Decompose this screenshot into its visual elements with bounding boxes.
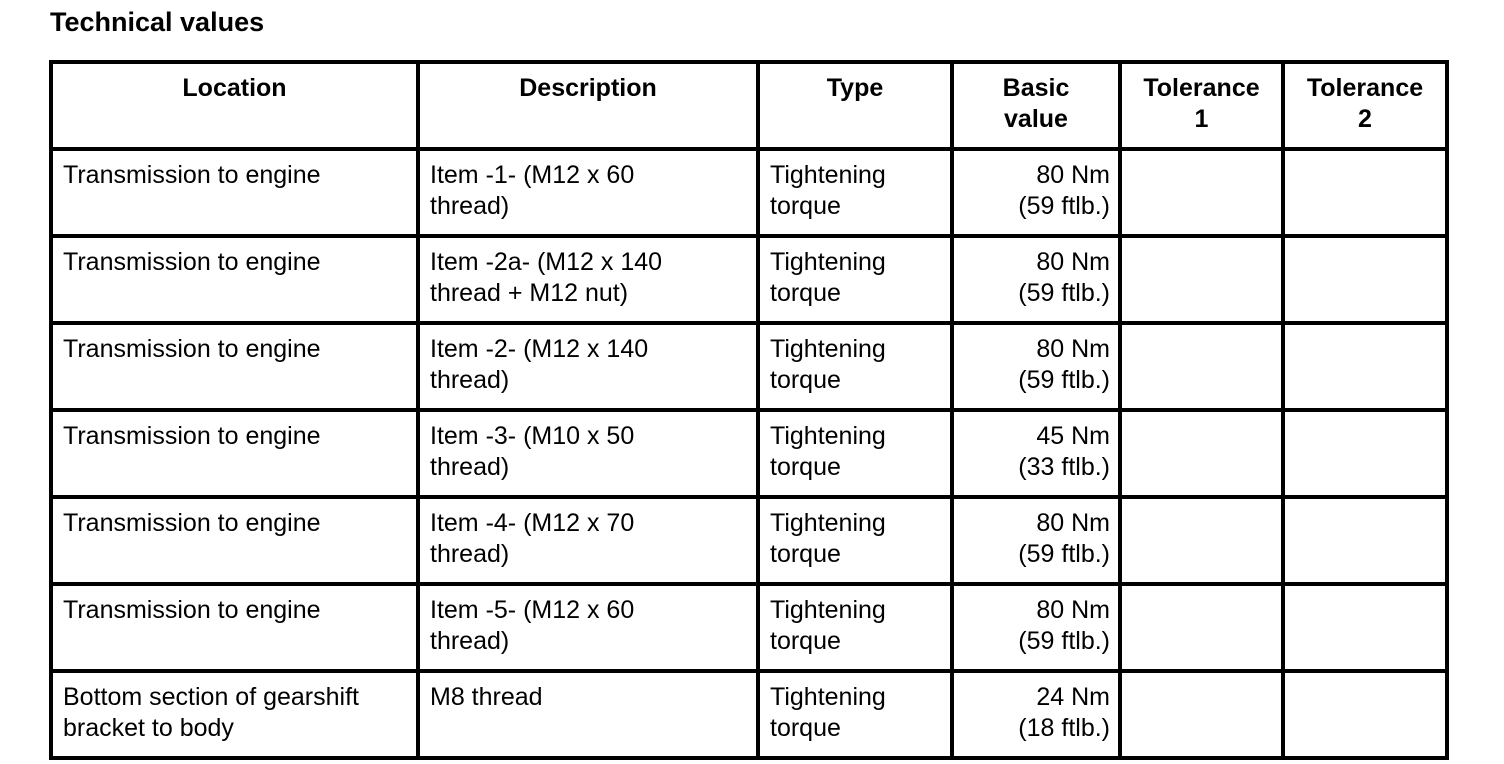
- cell-basic-value: [952, 236, 1120, 323]
- cell-type-line: torque: [770, 714, 841, 742]
- table-row: [51, 671, 1447, 758]
- technical-values-table: [49, 60, 1449, 760]
- cell-type: [758, 497, 952, 584]
- cell-tolerance-1: [1120, 671, 1283, 758]
- cell-tolerance-1: [1120, 236, 1283, 323]
- cell-description-line: Item -3- (M10 x 50: [430, 422, 635, 450]
- cell-description-line: Item -2a- (M12 x 140: [430, 248, 663, 276]
- cell-tolerance-2: [1283, 497, 1447, 584]
- cell-location: [51, 497, 418, 584]
- cell-location: [51, 149, 418, 236]
- table-row: [51, 497, 1447, 584]
- cell-basic-value-line: 45 Nm: [1036, 422, 1110, 450]
- cell-type: [758, 671, 952, 758]
- cell-type-line: torque: [770, 540, 841, 568]
- cell-tolerance-2: [1283, 584, 1447, 671]
- cell-location-line: Transmission to engine: [63, 509, 321, 537]
- header-basic-value: [952, 62, 1120, 149]
- header-tolerance-1-line: Tolerance: [1143, 74, 1260, 102]
- table-header-row: [51, 62, 1447, 149]
- cell-description: [418, 671, 758, 758]
- cell-tolerance-1: [1120, 149, 1283, 236]
- cell-basic-value-line: (18 ftlb.): [1018, 714, 1110, 742]
- cell-type-line: torque: [770, 279, 841, 307]
- cell-description: [418, 497, 758, 584]
- cell-type-line: torque: [770, 366, 841, 394]
- header-description: [418, 62, 758, 149]
- cell-description-line: Item -4- (M12 x 70: [430, 509, 635, 537]
- cell-type-line: Tightening: [770, 335, 886, 363]
- cell-description-line: thread): [430, 192, 510, 220]
- cell-location-line: Transmission to engine: [63, 335, 321, 363]
- header-tolerance-1: [1120, 62, 1283, 149]
- cell-tolerance-1: [1120, 497, 1283, 584]
- cell-description: [418, 584, 758, 671]
- table-row: [51, 410, 1447, 497]
- table-row: [51, 236, 1447, 323]
- cell-location-line: Transmission to engine: [63, 248, 321, 276]
- cell-description-line: thread): [430, 627, 510, 655]
- table-row: [51, 584, 1447, 671]
- page-title: Technical values: [50, 7, 265, 37]
- cell-basic-value: [952, 497, 1120, 584]
- cell-basic-value: [952, 323, 1120, 410]
- cell-description-line: Item -1- (M12 x 60: [430, 161, 635, 189]
- cell-description: [418, 410, 758, 497]
- cell-type: [758, 410, 952, 497]
- cell-basic-value-line: 80 Nm: [1036, 335, 1110, 363]
- header-tolerance-2-line: Tolerance: [1306, 74, 1424, 102]
- header-description-label: Description: [519, 74, 657, 102]
- cell-type-line: torque: [770, 192, 841, 220]
- header-tolerance-2-line: 2: [1358, 105, 1372, 133]
- cell-description-line: Item -2- (M12 x 140: [430, 335, 649, 363]
- cell-description-line: M8 thread: [430, 683, 543, 711]
- header-basic-value-line: value: [1004, 105, 1068, 133]
- cell-type-line: torque: [770, 453, 841, 481]
- cell-type-line: torque: [770, 627, 841, 655]
- cell-basic-value: [952, 584, 1120, 671]
- cell-tolerance-2: [1283, 323, 1447, 410]
- cell-description-line: thread): [430, 540, 510, 568]
- cell-basic-value-line: (59 ftlb.): [1018, 540, 1110, 568]
- cell-location: [51, 584, 418, 671]
- cell-basic-value-line: 24 Nm: [1036, 683, 1110, 711]
- cell-tolerance-2: [1283, 149, 1447, 236]
- cell-type-line: Tightening: [770, 161, 886, 189]
- cell-basic-value: [952, 410, 1120, 497]
- header-tolerance-1-line: 1: [1194, 105, 1209, 133]
- cell-location: [51, 671, 418, 758]
- table-row: [51, 323, 1447, 410]
- cell-basic-value-line: (33 ftlb.): [1018, 453, 1110, 481]
- cell-type-line: Tightening: [770, 422, 886, 450]
- header-location: [51, 62, 418, 149]
- cell-type-line: Tightening: [770, 683, 886, 711]
- cell-basic-value-line: (59 ftlb.): [1018, 192, 1110, 220]
- cell-type: [758, 584, 952, 671]
- cell-location: [51, 323, 418, 410]
- header-type: [758, 62, 952, 149]
- cell-type-line: Tightening: [770, 596, 886, 624]
- header-basic-value-line: Basic: [1002, 74, 1070, 102]
- table-row: [51, 149, 1447, 236]
- cell-basic-value-line: 80 Nm: [1036, 509, 1110, 537]
- cell-tolerance-1: [1120, 410, 1283, 497]
- cell-basic-value-line: (59 ftlb.): [1018, 627, 1110, 655]
- cell-description-line: thread): [430, 453, 510, 481]
- cell-type: [758, 323, 952, 410]
- cell-type-line: Tightening: [770, 509, 886, 537]
- cell-description: [418, 236, 758, 323]
- cell-location-line: bracket to body: [63, 714, 234, 742]
- cell-basic-value: [952, 149, 1120, 236]
- cell-description-line: thread + M12 nut): [430, 279, 629, 307]
- cell-location-line: Transmission to engine: [63, 422, 321, 450]
- cell-location: [51, 236, 418, 323]
- cell-basic-value-line: (59 ftlb.): [1018, 279, 1110, 307]
- cell-type: [758, 149, 952, 236]
- cell-description-line: Item -5- (M12 x 60: [430, 596, 635, 624]
- cell-location-line: Transmission to engine: [63, 161, 321, 189]
- cell-basic-value-line: 80 Nm: [1036, 248, 1110, 276]
- cell-basic-value: [952, 671, 1120, 758]
- cell-description: [418, 323, 758, 410]
- cell-tolerance-1: [1120, 584, 1283, 671]
- cell-location: [51, 410, 418, 497]
- header-type-label: Type: [826, 74, 884, 102]
- cell-tolerance-1: [1120, 323, 1283, 410]
- cell-basic-value-line: (59 ftlb.): [1018, 366, 1110, 394]
- cell-tolerance-2: [1283, 236, 1447, 323]
- cell-type-line: Tightening: [770, 248, 886, 276]
- cell-tolerance-2: [1283, 410, 1447, 497]
- header-tolerance-2: [1283, 62, 1447, 149]
- cell-basic-value-line: 80 Nm: [1036, 596, 1110, 624]
- header-location-label: Location: [182, 74, 287, 102]
- cell-tolerance-2: [1283, 671, 1447, 758]
- table-body: [51, 149, 1447, 758]
- cell-basic-value-line: 80 Nm: [1036, 161, 1110, 189]
- cell-location-line: Transmission to engine: [63, 596, 321, 624]
- cell-location-line: Bottom section of gearshift: [63, 683, 359, 711]
- cell-description-line: thread): [430, 366, 510, 394]
- cell-description: [418, 149, 758, 236]
- cell-type: [758, 236, 952, 323]
